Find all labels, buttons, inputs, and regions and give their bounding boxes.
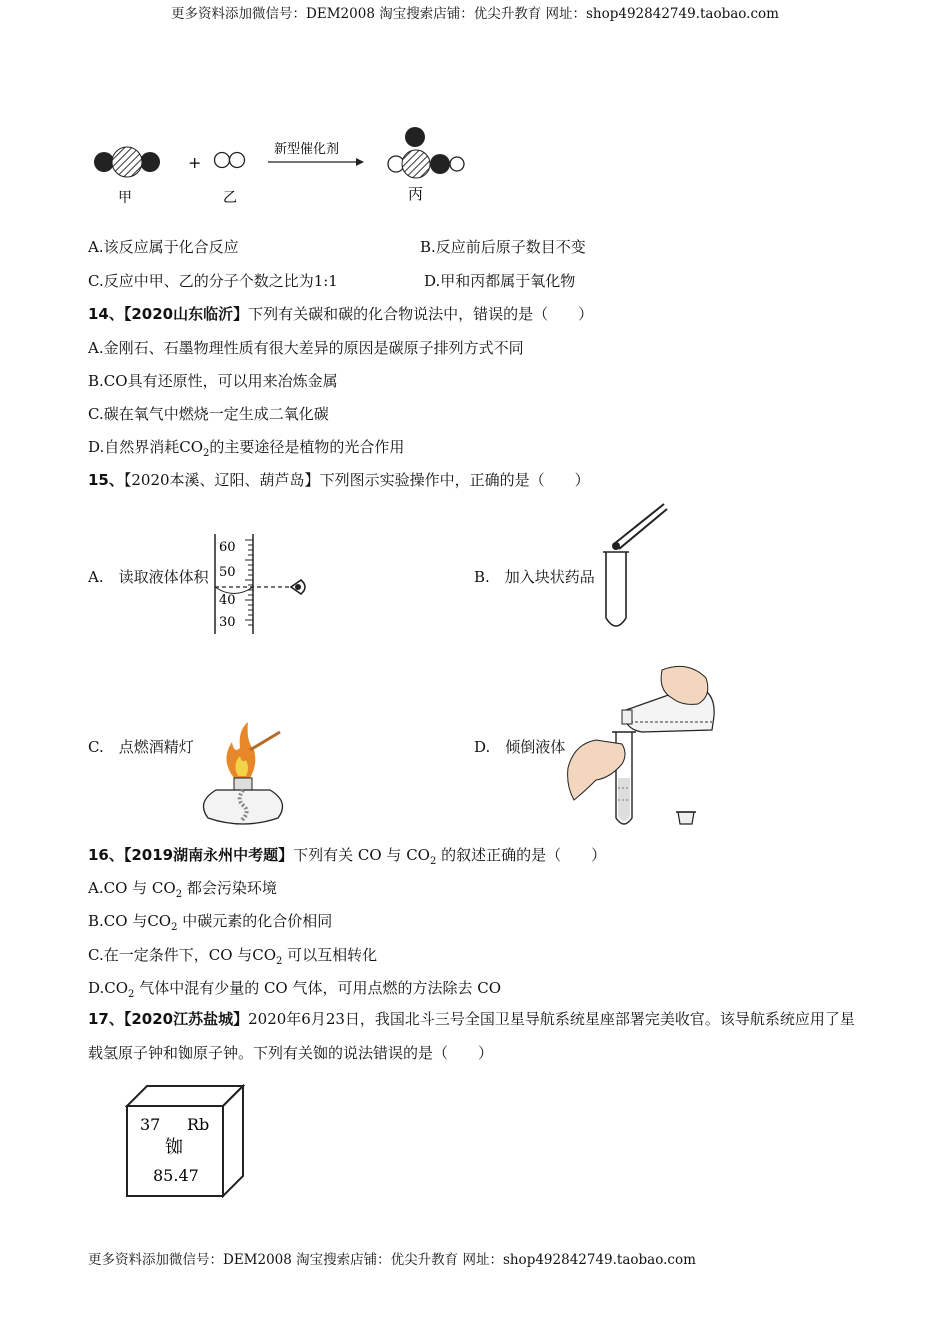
q15-option-c: C. 点燃酒精灯: [88, 738, 194, 756]
q17-source: 【2020江苏盐城】: [123, 1010, 249, 1028]
q14-stem: [88, 303, 593, 324]
q15-source: 【2020本溪、辽阳、葫芦岛】: [123, 471, 320, 489]
q14-d-post: 的主要途径是植物的光合作用: [209, 438, 405, 456]
q16-c-post: 可以互相转化: [282, 946, 378, 964]
q13-option-b: B.反应前后原子数目不变: [420, 238, 586, 256]
tick-50: 50: [219, 565, 236, 580]
label-bing: 丙: [408, 185, 424, 203]
q16-a-post: 都会污染环境: [182, 879, 277, 897]
tick-30: 30: [219, 615, 236, 630]
alcohol-lamp-figure: [198, 720, 290, 828]
q17-stem-text: 2020年6月23日，我国北斗三号全国卫星导航系统星座部署完美收官。该导航系统应用了星载氢原子钟和铷原子钟。下列有关铷的说法错误的是（ ）: [88, 1010, 855, 1062]
q16-stem: [88, 844, 606, 867]
q16-c-pre: C.在一定条件下，CO 与CO: [88, 946, 277, 964]
q14-option-d: [88, 436, 404, 459]
q16-a-sub: 2: [175, 889, 183, 900]
q15-option-b: B. 加入块状药品: [474, 568, 595, 586]
q16-a-pre: A.CO 与 CO: [88, 879, 176, 897]
tongs-icon: [612, 504, 667, 550]
q16-d-pre: D.CO: [88, 979, 129, 997]
q16-stem-pre: 下列有关 CO 与 CO: [293, 846, 430, 864]
stopper-icon: [676, 812, 696, 824]
q14-option-a: A.金刚石、石墨物理性质有很大差异的原因是碳原子排列方式不同: [88, 339, 524, 357]
cylinder-reading-figure: [205, 532, 315, 638]
q16-b-post: 中碳元素的化合价相同: [177, 912, 333, 930]
q16-b-sub: 2: [171, 922, 178, 933]
page-footer: 更多资料添加微信号：DEM2008 淘宝搜索店铺：优尖升教育 网址：shop492842749.taobao.com: [88, 1252, 696, 1268]
q14-option-b: B.CO具有还原性，可以用来冶炼金属: [88, 372, 338, 390]
q16-number: 16、: [88, 846, 124, 864]
q16-c-sub: 2: [276, 956, 283, 967]
element-card-rb: [125, 1084, 245, 1198]
atomic-number: 37: [140, 1115, 161, 1134]
q13-option-a: A.该反应属于化合反应: [88, 238, 239, 256]
pouring-liquid-figure: [566, 660, 736, 828]
molecule-c: [388, 127, 464, 178]
plus-sign: +: [188, 153, 202, 172]
q14-option-c: C.碳在氧气中燃烧一定生成二氧化碳: [88, 405, 329, 423]
q16-b-pre: B.CO 与CO: [88, 912, 172, 930]
q15-number: 15、: [88, 471, 124, 489]
tick-40: 40: [219, 593, 236, 608]
q16-d-sub: 2: [128, 989, 135, 1000]
q15-stem-text: 下列图示实验操作中，正确的是（ ）: [319, 471, 590, 489]
q15-option-d: D. 倾倒液体: [474, 738, 566, 756]
q16-stem-post: 的叙述正确的是（ ）: [436, 846, 607, 864]
q14-d-pre: D.自然界消耗CO: [88, 438, 204, 456]
q17-stem: [88, 1002, 868, 1070]
q16-d-post: 气体中混有少量的 CO 气体，可用点燃的方法除去 CO: [134, 979, 502, 997]
reaction-arrow: [268, 158, 364, 166]
q15-option-a: A. 读取液体体积: [88, 568, 209, 586]
q17-number: 17、: [88, 1010, 124, 1028]
element-name: 铷: [165, 1137, 183, 1158]
reaction-diagram: [88, 120, 488, 220]
q16-option-d: [88, 977, 501, 1000]
q16-stem-sub: 2: [429, 856, 437, 867]
q15-stem: [88, 469, 590, 490]
label-jia: 甲: [118, 190, 132, 206]
q14-source: 【2020山东临沂】: [123, 305, 249, 323]
tick-60: 60: [219, 540, 236, 555]
q16-option-c: [88, 944, 377, 967]
q16-option-a: [88, 877, 277, 900]
page-header: 更多资料添加微信号：DEM2008 淘宝搜索店铺：优尖升教育 网址：shop492842749.taobao.com: [171, 6, 779, 22]
q14-number: 14、: [88, 305, 124, 323]
molecule-b: [215, 153, 245, 168]
catalyst-label: 新型催化剂: [274, 142, 340, 157]
q16-option-b: [88, 910, 332, 933]
q13-option-d: D.甲和丙都属于氧化物: [424, 272, 576, 290]
label-yi: 乙: [223, 190, 237, 206]
q14-stem-text: 下列有关碳和碳的化合物说法中，错误的是（ ）: [248, 305, 594, 323]
test-tube-tongs-figure: [600, 500, 680, 635]
q14-d-sub: 2: [203, 448, 210, 459]
eye-icon: [291, 580, 305, 594]
q16-source: 【2019湖南永州中考题】: [123, 846, 294, 864]
q13-option-c: C.反应中甲、乙的分子个数之比为1:1: [88, 272, 338, 290]
element-symbol: Rb: [187, 1115, 210, 1134]
molecule-a: [94, 147, 160, 177]
atomic-mass: 85.47: [153, 1166, 199, 1185]
